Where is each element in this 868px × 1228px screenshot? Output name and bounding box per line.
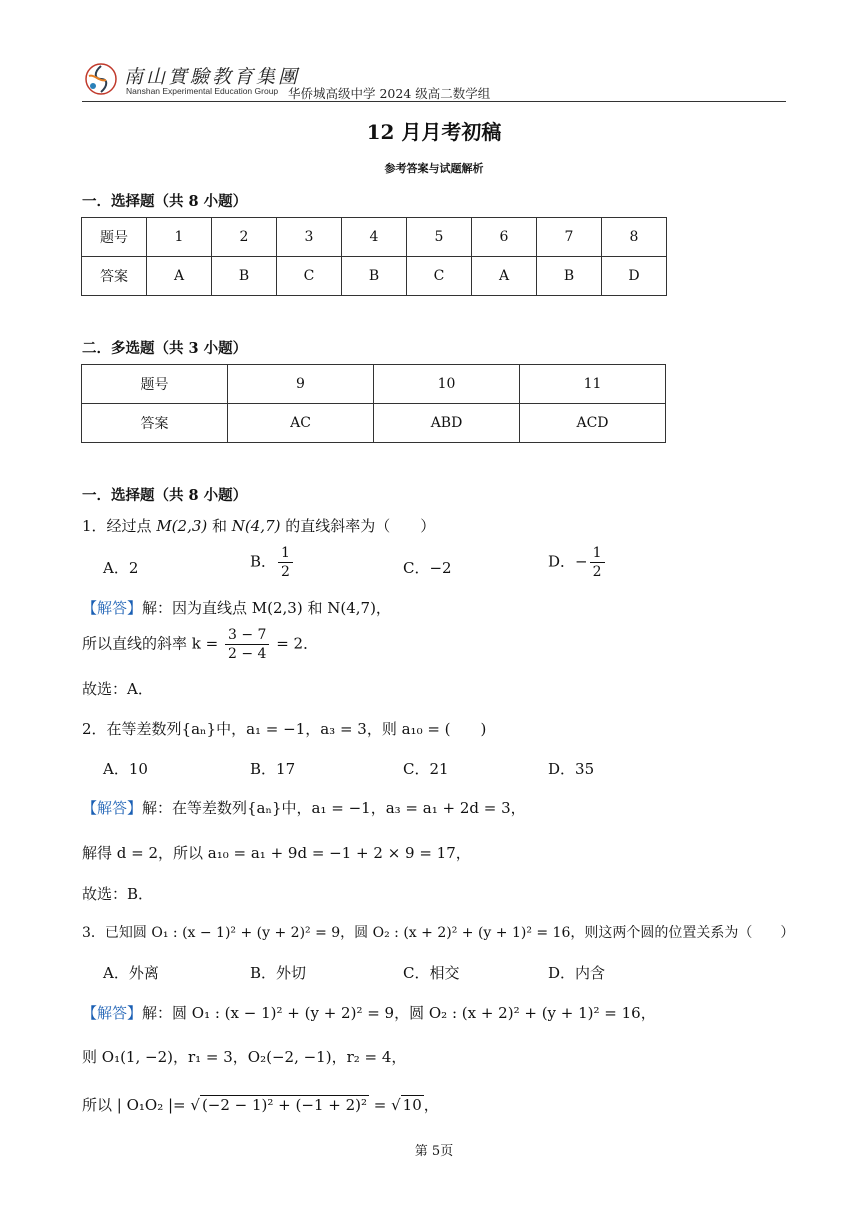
fraction — [590, 546, 605, 579]
brand-english: Nanshan Experimental Education Group — [126, 86, 279, 96]
row-label: 题号 — [82, 365, 228, 404]
solution-text: 所以 | O₁O₂ |= √ — [82, 1096, 200, 1114]
point-m: M(2,3) — [156, 517, 208, 535]
table-cell: 7 — [537, 218, 602, 257]
table-cell: A — [147, 257, 212, 296]
solution-text: = 2． — [271, 634, 319, 653]
table-cell: B — [342, 257, 407, 296]
table-cell: ABD — [374, 404, 520, 443]
table-cell: B — [537, 257, 602, 296]
table-cell: ACD — [520, 404, 666, 443]
q1-option-c: C．−2 — [403, 559, 452, 577]
section1-heading: 一．选择题（共 8 小题） — [82, 193, 248, 210]
option-prefix: B． — [250, 552, 277, 571]
table-cell: 3 — [277, 218, 342, 257]
q3-option-d: D．内含 — [548, 964, 606, 982]
section2-heading: 二．多选题（共 3 小题） — [82, 340, 248, 357]
q2-solution-1 — [82, 797, 526, 818]
q1-stem-part: 的直线斜率为（ ） — [280, 517, 436, 535]
section3-heading: 一．选择题（共 8 小题） — [82, 487, 248, 504]
q2-choice: 故选：B． — [82, 885, 154, 903]
solution-text: ， — [423, 1096, 439, 1114]
answer-tag: 【解答】 — [82, 799, 143, 817]
row-label: 答案 — [82, 404, 228, 443]
solution-text: 解：圆 O₁ : (x − 1)² + (y + 2)² = 9，圆 O₂ : (x + 2)² + (y + 1)² = 16， — [142, 1004, 656, 1022]
table-row — [82, 404, 666, 443]
table-row — [82, 218, 667, 257]
table-cell: 2 — [212, 218, 277, 257]
q1-solution-2 — [82, 628, 318, 661]
answer-table-multi — [81, 364, 666, 443]
table-cell: A — [472, 257, 537, 296]
table-cell: 1 — [147, 218, 212, 257]
q1-option-d — [548, 546, 607, 579]
logo-icon — [84, 62, 118, 96]
answer-tag: 【解答】 — [82, 1004, 143, 1022]
q2-solution-2: 解得 d = 2，所以 a₁₀ = a₁ + 9d = −1 + 2 × 9 = 17， — [82, 844, 471, 862]
solution-text: = √ — [369, 1096, 401, 1114]
page-number: 第 5页 — [414, 1144, 454, 1159]
table-cell: 11 — [520, 365, 666, 404]
option-prefix: D．− — [548, 552, 588, 571]
answer-table-single — [81, 217, 667, 296]
q1-stem-part: 1．经过点 — [82, 517, 157, 535]
solution-text: 所以直线的斜率 k = — [82, 634, 223, 653]
page-subtitle: 参考答案与试题解析 — [384, 162, 484, 175]
fraction — [225, 628, 269, 661]
q3-solution-1 — [82, 1002, 656, 1023]
q3-solution-3 — [82, 1094, 439, 1115]
question-2: 2．在等差数列{aₙ}中，a₁ = −1，a₃ = 3，则 a₁₀ = ( ) — [82, 720, 487, 738]
brand-name: 南山實驗教育集團 — [124, 66, 301, 88]
table-cell: D — [602, 257, 667, 296]
q2-option-c: C．21 — [403, 760, 449, 778]
radicand: 10 — [402, 1096, 422, 1114]
numerator: 3 − 7 — [225, 628, 269, 645]
table-cell: C — [277, 257, 342, 296]
point-n: N(4,7) — [231, 517, 281, 535]
table-cell: 9 — [228, 365, 374, 404]
q3-option-b: B．外切 — [250, 964, 307, 982]
denominator: 2 — [281, 564, 290, 580]
table-cell: 10 — [374, 365, 520, 404]
q2-option-a: A．10 — [103, 760, 148, 778]
q1-stem-part: 和 — [207, 517, 232, 535]
header-divider — [82, 101, 786, 102]
denominator: 2 — [592, 564, 602, 580]
numerator: 1 — [278, 546, 293, 563]
row-label: 答案 — [82, 257, 147, 296]
school-name: 华侨城高级中学 2024 级高二数学组 — [288, 86, 491, 101]
q1-solution-1 — [82, 597, 391, 618]
q1-option-a: A．2 — [103, 559, 139, 577]
table-cell: 4 — [342, 218, 407, 257]
solution-text: 解：在等差数列{aₙ}中，a₁ = −1，a₃ = a₁ + 2d = 3， — [142, 799, 526, 817]
solution-text: 解：因为直线点 M(2,3) 和 N(4,7)， — [142, 599, 391, 617]
denominator: 2 − 4 — [227, 646, 267, 662]
table-cell: 6 — [472, 218, 537, 257]
q2-option-d: D．35 — [548, 760, 595, 778]
table-row — [82, 365, 666, 404]
page-title: 12 月月考初稿 — [366, 120, 502, 144]
q2-option-b: B．17 — [250, 760, 296, 778]
answer-tag: 【解答】 — [82, 599, 143, 617]
q3-solution-2: 则 O₁(1, −2)，r₁ = 3，O₂(−2, −1)，r₂ = 4， — [82, 1048, 407, 1066]
table-cell: C — [407, 257, 472, 296]
row-label: 题号 — [82, 218, 147, 257]
fraction — [278, 546, 293, 579]
q1-option-b — [250, 546, 295, 579]
q3-option-c: C．相交 — [403, 964, 460, 982]
numerator: 1 — [590, 546, 605, 563]
table-cell: B — [212, 257, 277, 296]
question-3: 3．已知圆 O₁ : (x − 1)² + (y + 2)² = 9，圆 O₂ : (x + 2)² + (y + 1)² = 16，则这两个圆的位置关系为（ ） — [82, 925, 795, 941]
table-cell: 5 — [407, 218, 472, 257]
radicand: (−2 − 1)² + (−1 + 2)² — [201, 1096, 367, 1114]
table-row — [82, 257, 667, 296]
q3-option-a: A．外离 — [103, 964, 159, 982]
q1-choice: 故选：A． — [82, 680, 153, 698]
table-cell: 8 — [602, 218, 667, 257]
table-cell: AC — [228, 404, 374, 443]
question-1 — [82, 515, 435, 536]
